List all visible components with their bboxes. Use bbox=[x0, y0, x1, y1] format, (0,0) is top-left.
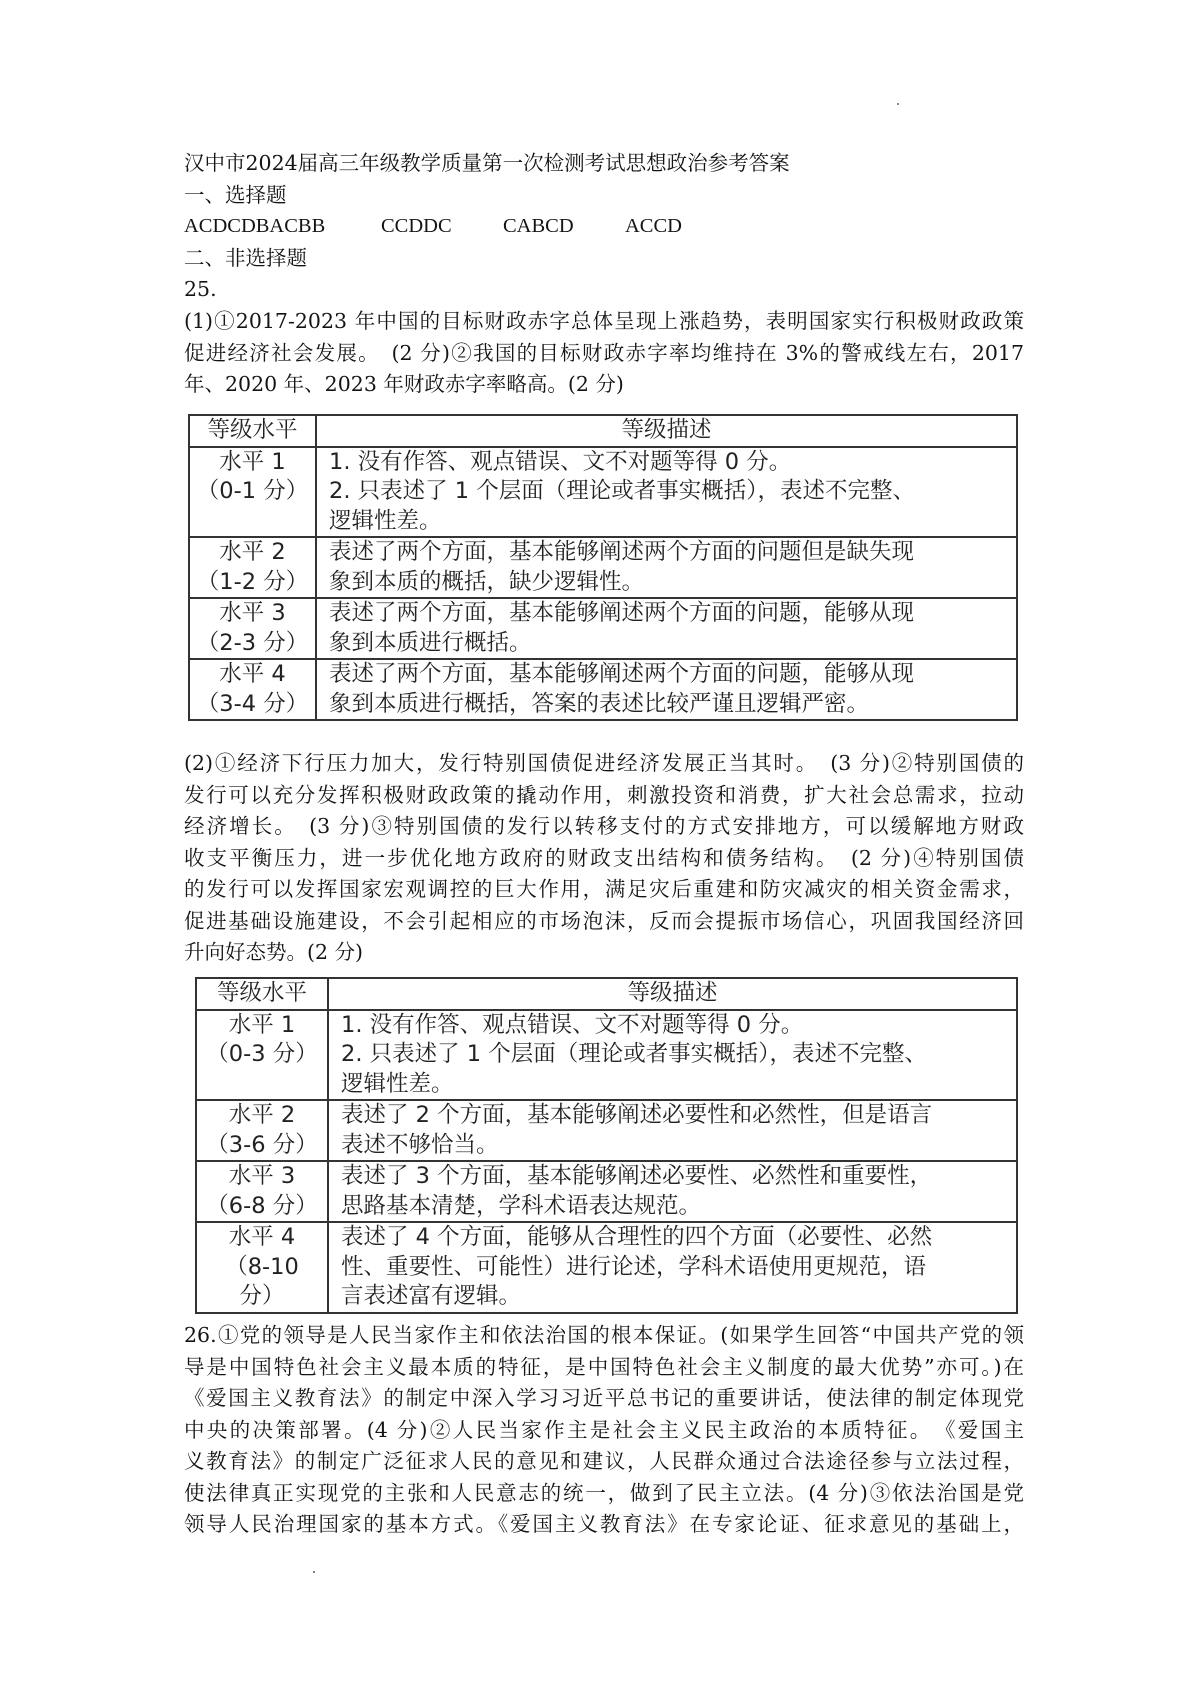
rubric-level: 水平 2 （3-6 分） bbox=[196, 1100, 328, 1161]
rubric-level: 水平 1 （0-1 分） bbox=[189, 447, 316, 538]
document-title: 汉中市2024届高三年级教学质量第一次检测考试思想政治参考答案 bbox=[184, 151, 790, 175]
answer-line: 使法律真正实现党的主张和人民意志的统一，做到了民主立法。(4 分)③依法治国是党 bbox=[184, 1480, 1024, 1505]
rubric-row bbox=[196, 1222, 1017, 1313]
rubric-row bbox=[189, 447, 1017, 538]
answer-line: 义教育法》的制定广泛征求人民的意见和建议，人民群众通过合法途径参与立法过程， bbox=[184, 1449, 1024, 1473]
question-25-number: 25. bbox=[184, 277, 217, 301]
choice-answer-group: CABCD bbox=[503, 215, 574, 237]
rubric-header-row bbox=[189, 415, 1017, 447]
q25-part1-answer bbox=[184, 306, 1024, 401]
scan-speck bbox=[897, 103, 899, 105]
rubric-description: 表述了 3 个方面，基本能够阐述必要性、必然性和重要性， 思路基本清楚，学科术语表达规范。 bbox=[328, 1161, 1017, 1222]
rubric-header-row bbox=[196, 978, 1017, 1010]
answer-line: 经济增长。 (3 分)③特别国债的发行以转移支付的方式安排地方，可以缓解地方财政 bbox=[184, 814, 1024, 838]
answer-line: 26.①党的领导是人民当家作主和依法治国的根本保证。(如果学生回答“中国共产党的领 bbox=[184, 1323, 1024, 1347]
answer-line: (1)①2017-2023 年中国的目标财政赤字总体呈现上涨趋势，表明国家实行积极财政政策 bbox=[184, 309, 1024, 333]
section-heading-choice: 一、选择题 bbox=[184, 182, 287, 207]
rubric-header-description: 等级描述 bbox=[328, 978, 1017, 1010]
q25-part2-answer bbox=[184, 748, 1024, 969]
q26-answer bbox=[184, 1320, 1024, 1541]
answer-line: 发行可以充分发挥积极财政政策的撬动作用，刺激投资和消费，扩大社会总需求，拉动 bbox=[184, 782, 1024, 807]
choice-answer-group: CCDDC bbox=[381, 215, 452, 237]
section-heading-nonchoice: 二、非选择题 bbox=[184, 245, 307, 270]
choice-answers bbox=[184, 211, 1024, 243]
rubric-description: 1. 没有作答、观点错误、文不对题等得 0 分。 2. 只表述了 1 个层面（理论或者事实概括），表述不完整、 逻辑性差。 bbox=[328, 1010, 1017, 1101]
rubric-row bbox=[189, 659, 1017, 720]
answer-line: 促进基础设施建设，不会引起相应的市场泡沫，反而会提振市场信心，巩固我国经济回 bbox=[184, 908, 1024, 933]
rubric-description: 表述了 4 个方面，能够从合理性的四个方面（必要性、必然 性、重要性、可能性）进行论述，学科术语使用更规范，语 言表述富有逻辑。 bbox=[328, 1222, 1017, 1313]
answer-line: 中央的决策部署。(4 分)②人民当家作主是社会主义民主政治的本质特征。 《爱国主 bbox=[184, 1417, 1024, 1442]
answer-line: 促进经济社会发展。 (2 分)②我国的目标财政赤字率均维持在 3%的警戒线左右，2017 bbox=[184, 340, 1024, 365]
rubric-description: 1. 没有作答、观点错误、文不对题等得 0 分。 2. 只表述了 1 个层面（理论或者事实概括），表述不完整、 逻辑性差。 bbox=[316, 447, 1017, 538]
rubric-row bbox=[196, 1010, 1017, 1101]
answer-line: (2)①经济下行压力加大，发行特别国债促进经济发展正当其时。 (3 分)②特别国债的 bbox=[184, 751, 1024, 775]
scan-speck bbox=[313, 1571, 315, 1573]
rubric-description: 表述了两个方面，基本能够阐述两个方面的问题但是缺失现 象到本质的概括，缺少逻辑性。 bbox=[316, 537, 1017, 598]
rubric-description: 表述了 2 个方面，基本能够阐述必要性和必然性，但是语言 表述不够恰当。 bbox=[328, 1100, 1017, 1161]
answer-line: 《爱国主义教育法》的制定中深入学习习近平总书记的重要讲话，使法律的制定体现党 bbox=[184, 1386, 1024, 1410]
header-block bbox=[184, 148, 1024, 306]
rubric-level: 水平 4 （3-4 分） bbox=[189, 659, 316, 720]
answer-line: 年、2020 年、2023 年财政赤字率略高。(2 分) bbox=[184, 372, 624, 396]
rubric-header-level: 等级水平 bbox=[196, 978, 328, 1010]
answer-line: 领导人民治理国家的基本方式。《爱国主义教育法》在专家论证、征求意见的基础上， bbox=[184, 1512, 1024, 1536]
rubric-row bbox=[189, 537, 1017, 598]
answer-line: 导是中国特色社会主义最本质的特征，是中国特色社会主义制度的最大优势”亦可。)在 bbox=[184, 1354, 1024, 1379]
choice-answer-group: ACCD bbox=[625, 215, 682, 237]
answer-line: 升向好态势。(2 分) bbox=[184, 940, 364, 964]
rubric-row bbox=[189, 598, 1017, 659]
rubric-row bbox=[196, 1161, 1017, 1222]
rubric-row bbox=[196, 1100, 1017, 1161]
rubric-description: 表述了两个方面，基本能够阐述两个方面的问题，能够从现 象到本质进行概括，答案的表述比较严谨且逻辑严密。 bbox=[316, 659, 1017, 720]
rubric-level: 水平 3 （2-3 分） bbox=[189, 598, 316, 659]
rubric-header-level: 等级水平 bbox=[189, 415, 316, 447]
choice-answer-group: ACDCDBACBB bbox=[184, 215, 326, 237]
rubric-level: 水平 2 （1-2 分） bbox=[189, 537, 316, 598]
rubric-level: 水平 1 （0-3 分） bbox=[196, 1010, 328, 1101]
rubric-description: 表述了两个方面，基本能够阐述两个方面的问题，能够从现 象到本质进行概括。 bbox=[316, 598, 1017, 659]
rubric-header-description: 等级描述 bbox=[316, 415, 1017, 447]
rubric-level: 水平 4 （8-10 分） bbox=[196, 1222, 328, 1313]
rubric-table-25-1 bbox=[188, 414, 1018, 721]
answer-line: 的发行可以发挥国家宏观调控的巨大作用，满足灾后重建和防灾减灾的相关资金需求， bbox=[184, 877, 1024, 901]
rubric-table-25-2 bbox=[195, 977, 1018, 1314]
rubric-level: 水平 3 （6-8 分） bbox=[196, 1161, 328, 1222]
answer-line: 收支平衡压力，进一步优化地方政府的财政支出结构和债务结构。 (2 分)④特别国债 bbox=[184, 845, 1024, 870]
